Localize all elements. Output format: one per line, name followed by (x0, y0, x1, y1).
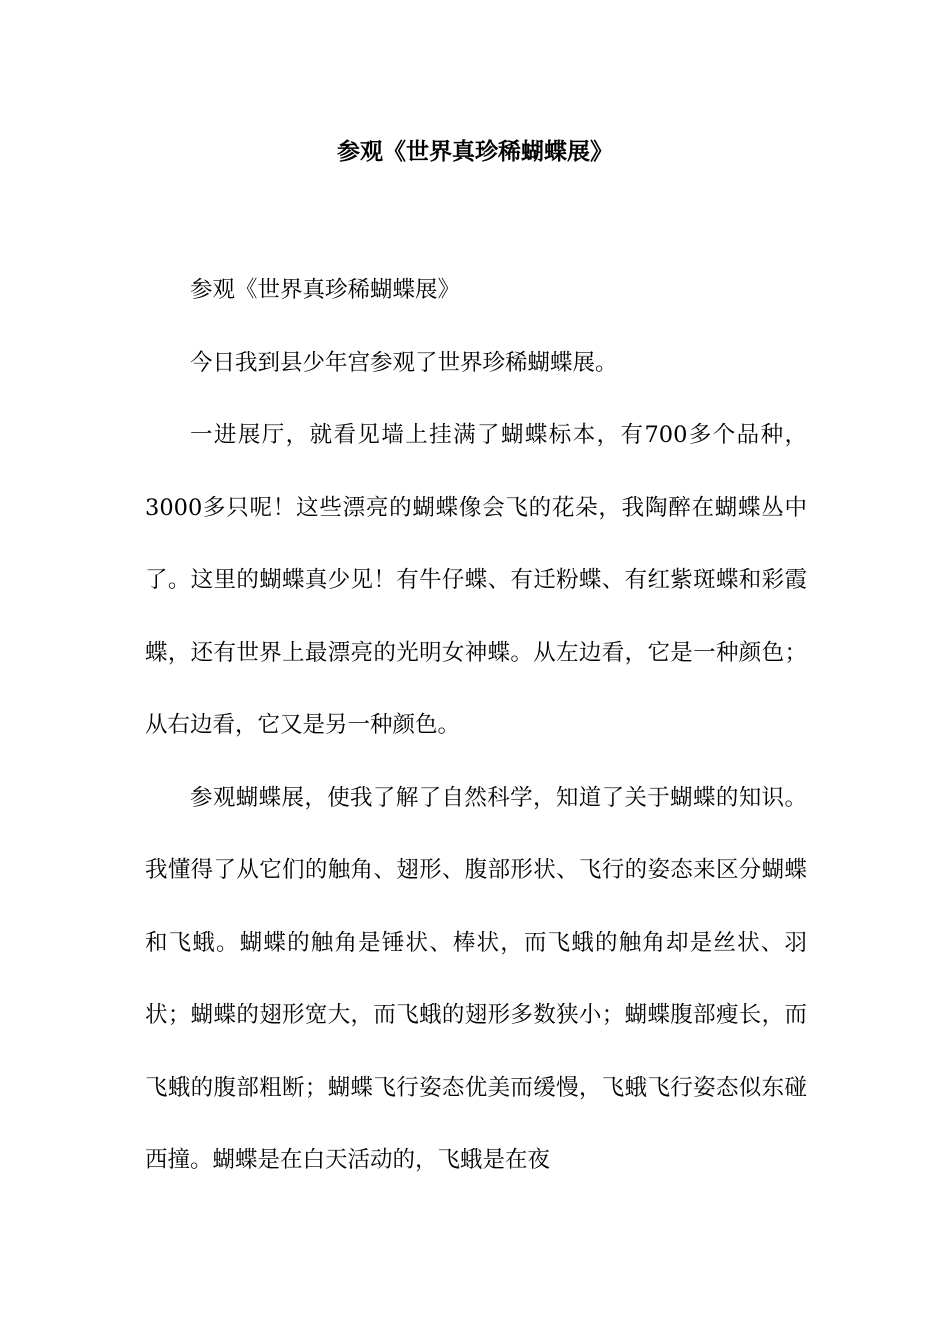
paragraph-knowledge: 参观蝴蝶展，使我了解了自然科学，知道了关于蝴蝶的知识。我懂得了从它们的触角、翅形、腹部形状、飞行的姿态来区分蝴蝶和飞蛾。蝴蝶的触角是锤状、棒状，而飞蛾的触角却是丝状、羽状；蝴蝶的翅形宽大，而飞蛾的翅形多数狭小；蝴蝶腹部瘦长，而飞蛾的腹部粗断；蝴蝶飞行姿态优美而缓慢，飞蛾飞行姿态似东碰西撞。蝴蝶是在白天活动的，飞蛾是在夜 (145, 784, 807, 1173)
paragraph-intro: 今日我到县少年宫参观了世界珍稀蝴蝶展。 (190, 349, 618, 376)
paragraph-exhibit: 一进展厅，就看见墙上挂满了蝴蝶标本，有700多个品种，3000多只呢！这些漂亮的蝴蝶像会飞的花朵，我陶醉在蝴蝶丛中了。这里的蝴蝶真少见！有牛仔蝶、有迁粉蝶、有红紫斑蝶和彩霞蝶，还有世界上最漂亮的光明女神蝶。从左边看，它是一种颜色；从右边看，它又是另一种颜色。 (145, 422, 807, 738)
paragraph-subtitle: 参观《世界真珍稀蝴蝶展》 (190, 277, 461, 303)
document-body (145, 254, 807, 1197)
document-title: 参观《世界真珍稀蝴蝶展》 (337, 138, 613, 165)
